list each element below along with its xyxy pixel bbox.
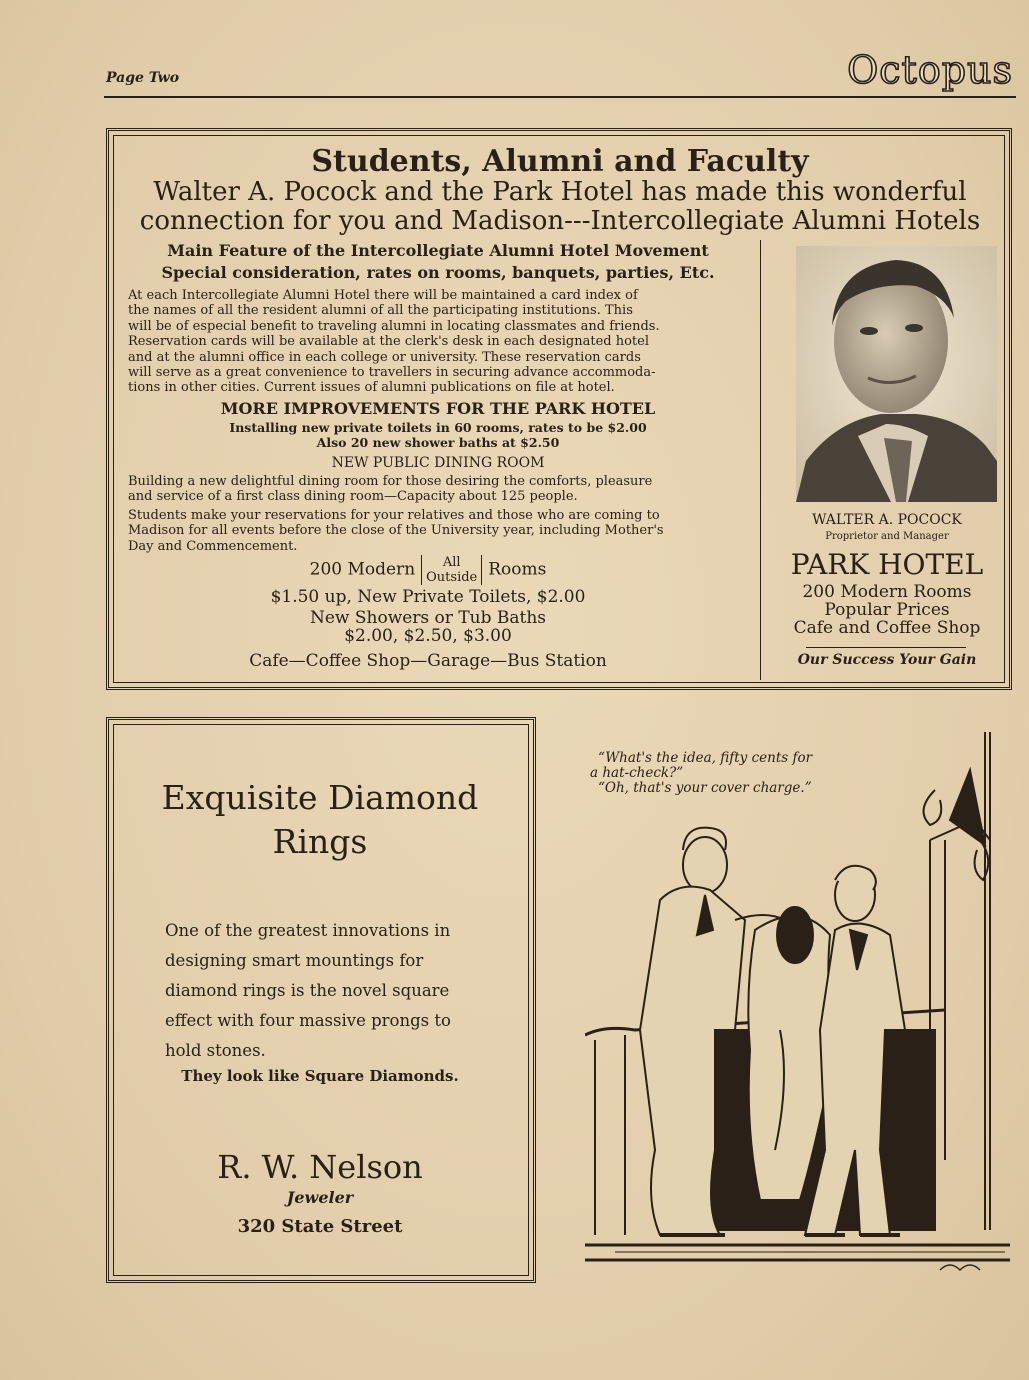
jeweler-title: Jeweler [286, 1188, 354, 1207]
main-feature [122, 240, 754, 284]
improvements-heading: MORE IMPROVEMENTS FOR THE PARK HOTEL [220, 399, 656, 418]
hotel-ad-subtitle-line: Walter A. Pocock and the Park Hotel has made this wonderful [153, 177, 967, 207]
showers-tub-line: New Showers or Tub Baths [309, 608, 547, 628]
paragraph-line: Madison for all events before the close of the University year, including Mother's [128, 523, 664, 539]
caption-line: a hat-check?” [590, 765, 684, 781]
paragraph-line: Building a new delightful dining room for those desiring the comforts, pleasure [128, 474, 653, 489]
amenities-line: Cafe—Coffee Shop—Garage—Bus Station [249, 651, 607, 671]
caption-line: “What's the idea, fifty cents for [598, 750, 813, 766]
headline-line: Rings [272, 822, 368, 861]
jeweler-name: R. W. Nelson [217, 1148, 423, 1186]
park-hotel-name: PARK HOTEL [790, 548, 984, 581]
paragraph-line: will serve as a great convenience to travellers in securing advance accommoda- [128, 365, 656, 381]
body-line: designing smart mountings for [165, 951, 424, 970]
hotel-ad-title: Students, Alumni and Faculty [311, 144, 809, 179]
body-line: effect with four massive prongs to [165, 1011, 451, 1030]
rooms-left: 200 Modern [309, 559, 416, 580]
hotel-motto: Our Success Your Gain [797, 652, 977, 668]
paragraph-line: and service of a first class dining room—Capacity about 125 people. [128, 489, 578, 505]
rooms-right: Rooms [488, 559, 547, 580]
column-divider [760, 240, 761, 680]
hotel-ad-subtitle-line: connection for you and Madison---Intercollegiate Alumni Hotels [139, 206, 981, 236]
proprietor-role: Proprietor and Manager [825, 531, 949, 542]
jeweler-headline [120, 776, 520, 864]
showers-line: Also 20 new shower baths at $2.50 [316, 435, 560, 450]
caption-line: “Oh, that's your cover charge.” [598, 780, 812, 796]
side-cafe-line: Cafe and Coffee Shop [793, 618, 981, 638]
special-line: Special consideration, rates on rooms, banquets, parties, Etc. [161, 263, 715, 282]
paragraph-line: Reservation cards will be available at the clerk's desk in each designated hotel [128, 334, 649, 350]
body-line: hold stones. [165, 1041, 266, 1060]
side-rule [806, 647, 966, 648]
headline-line: Exquisite Diamond [161, 778, 479, 817]
jeweler-tagline: They look like Square Diamonds. [181, 1067, 459, 1085]
rooms-bracket [421, 555, 482, 585]
page-label: Page Two [106, 70, 180, 86]
alumni-paragraph [128, 288, 734, 396]
rooms-outside: Outside [426, 570, 478, 585]
rooms-all: All [442, 555, 461, 570]
masthead-title: Octopus [847, 48, 1013, 92]
price-line: $1.50 up, New Private Toilets, $2.00 [270, 587, 586, 607]
paragraph-line: the names of all the resident alumni of all the participating institutions. This [128, 303, 633, 319]
dining-heading: NEW PUBLIC DINING ROOM [331, 455, 545, 471]
body-line: diamond rings is the novel square [165, 981, 450, 1000]
paragraph-line: will be of especial benefit to traveling alumni in locating classmates and friends. [128, 318, 660, 334]
dining-paragraph [128, 474, 734, 505]
paragraph-line: and at the alumni office in each college or university. These reservation cards [128, 349, 641, 365]
cartoon-caption [590, 751, 852, 796]
hotel-ad-subtitle [110, 178, 1010, 236]
paragraph-line: Students make your reservations for your relatives and those who are coming to [128, 508, 660, 523]
rooms-row [120, 555, 736, 585]
header-rule [104, 96, 1016, 98]
prices-line: $2.00, $2.50, $3.00 [344, 626, 512, 646]
paragraph-line: Day and Commencement. [128, 538, 298, 554]
portrait-photo [796, 246, 997, 502]
body-line: One of the greatest innovations in [165, 921, 451, 940]
side-prices-line: Popular Prices [824, 600, 950, 620]
paragraph-line: tions in other cities. Current issues of alumni publications on file at hotel. [128, 380, 615, 396]
proprietor-name: WALTER A. POCOCK [812, 512, 962, 528]
side-rooms-line: 200 Modern Rooms [802, 582, 972, 602]
toilets-line: Installing new private toilets in 60 rooms, rates to be $2.00 [229, 420, 647, 435]
students-paragraph [128, 508, 734, 554]
main-feature-line: Main Feature of the Intercollegiate Alumni Hotel Movement [167, 241, 709, 260]
paragraph-line: At each Intercollegiate Alumni Hotel there will be maintained a card index of [128, 288, 638, 303]
hat-check-cartoon [585, 730, 1010, 1280]
jeweler-address: 320 State Street [237, 1216, 403, 1237]
jeweler-body [165, 916, 475, 1066]
